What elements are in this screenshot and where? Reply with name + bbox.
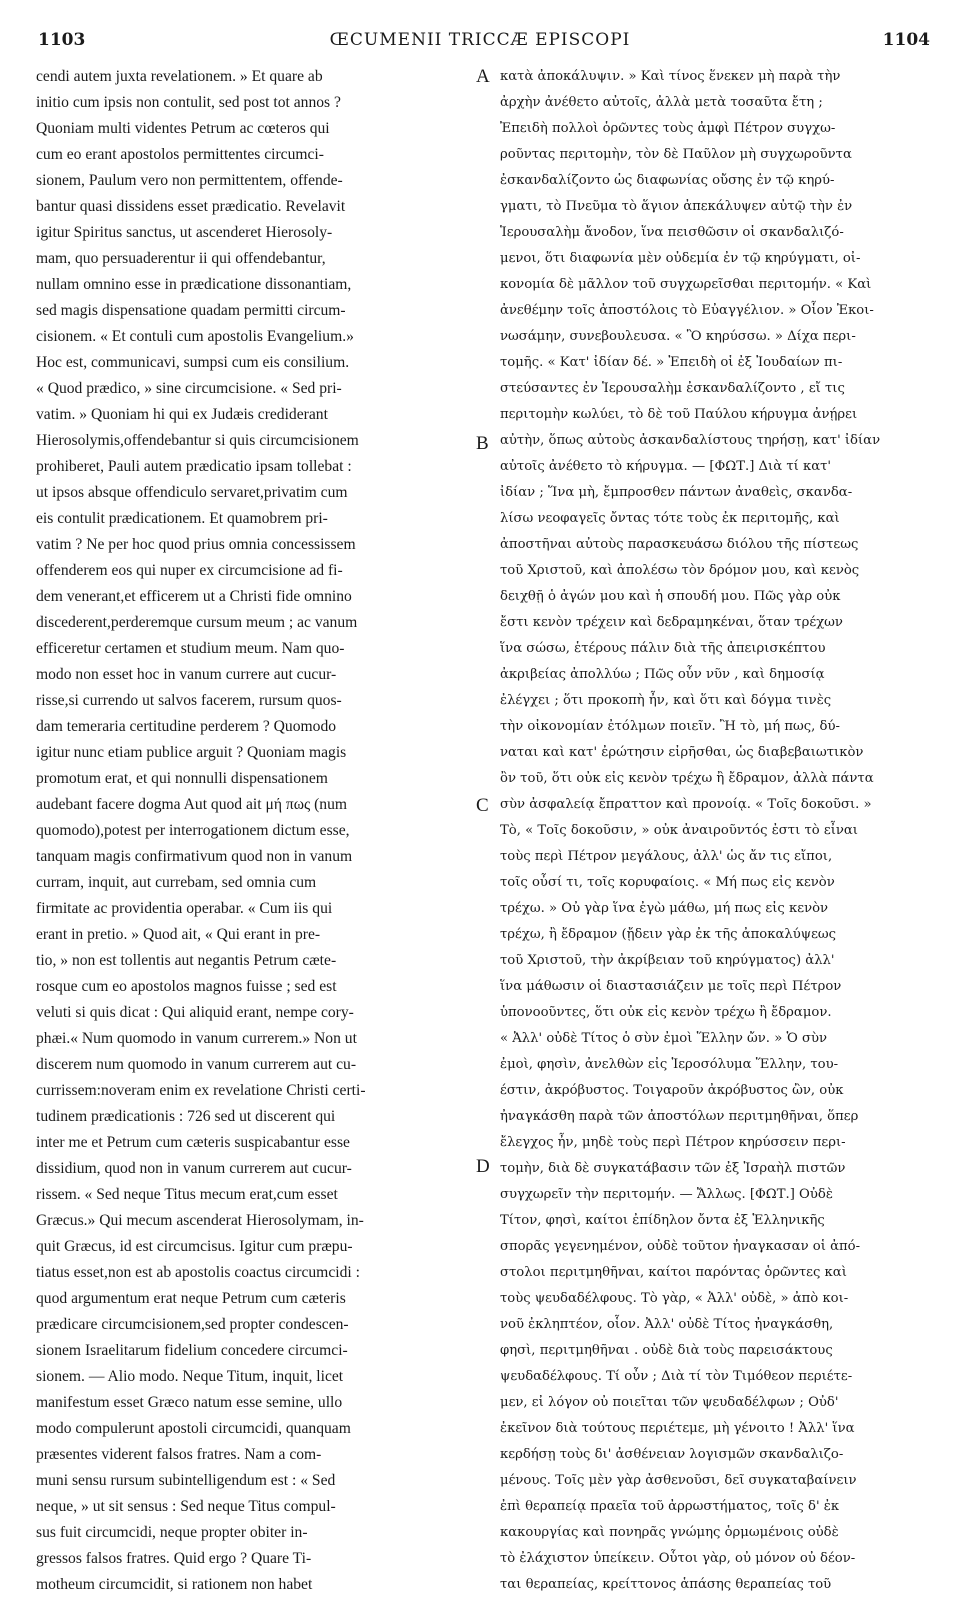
text-line: στεύσαντες ἐν Ἱερουσαλὴμ ἐσκανδαλίζοντο , εἴ τις: [500, 381, 845, 396]
text-line: Ἱερουσαλὴμ ἄνοδον, ἵνα πεισθῶσιν οἱ σκανδαλιζό-: [500, 225, 844, 240]
text-line: « Ἀλλ' οὐδὲ Τίτος ὁ σὺν ἐμοὶ Ἕλλην ὤν. » Ὁ σὺν: [500, 1031, 828, 1046]
margin-letter-c: C: [476, 795, 489, 816]
text-line: σπορᾶς γεγενημένον, οὐδὲ τοῦτον ἠναγκασαν οἱ ἀπό-: [500, 1239, 861, 1254]
text-line: φησὶ, περιτμηθῆναι . οὐδὲ διὰ τοὺς παρεισάκτους: [500, 1343, 833, 1358]
text-line: κατὰ ἀποκάλυψιν. » Καὶ τίνος ἕνεκεν μὴ παρὰ τὴν: [500, 69, 841, 84]
text-line: ἵνα μάθωσιν οἱ διαστασιάζειν με τοῖς περὶ Πέτρον: [500, 979, 842, 994]
text-line: gressos falsos fratres. Quid ergo ? Quare Ti-: [36, 1550, 312, 1567]
text-line: vatim ? Ne per hoc quod prius omnia concessissem: [36, 536, 356, 553]
text-line: currissem:noveram enim ex revelatione Christi certi-: [36, 1082, 366, 1099]
text-line: phæi.« Num quomodo in vanum currerem.» Non ut: [36, 1030, 357, 1047]
text-line: manifestum esset Græco natum esse semine, ullo: [36, 1394, 343, 1411]
text-line: τὸ ἐλάχιστον ὑπείκειν. Οὗτοι γὰρ, οὐ μόνον οὐ δέον-: [500, 1551, 856, 1566]
text-line: ὂν τοῦ, ὅτι οὐκ εἰς κενὸν τρέχω ἢ ἔδραμον, ἀλλὰ πάντα: [500, 771, 874, 786]
text-line: eis contulit prædicationem. Et quamobrem pri-: [36, 510, 328, 527]
text-line: ἐπὶ θεραπείᾳ πραεῖα τοῦ ἀρρωστήματος, τοῖς δ' ἐκ: [500, 1499, 840, 1514]
text-line: tiatus esset,non est ab apostolis coactus circumcidi :: [36, 1264, 360, 1281]
text-line: συγχωρεῖν τὴν περιτομήν. — Ἄλλως. [ΦΩΤ.] Οὐδὲ: [500, 1187, 833, 1202]
text-line: ἀκριβείας ἀπολλύω ; Πῶς οὖν νῦν , καὶ δημοσίᾳ: [500, 667, 825, 682]
text-line: sus fuit circumcidi, neque propter obiter in-: [36, 1524, 308, 1541]
text-line: sed magis dispensatione quadam permitti circum-: [36, 302, 346, 319]
text-line: igitur nunc etiam publice arguit ? Quoniam magis: [36, 744, 347, 761]
text-line: ἠναγκάσθη παρὰ τῶν ἀποστόλων περιτμηθῆναι, ὅπερ: [500, 1109, 859, 1124]
text-line: τὴν οἰκονομίαν ἐτόλμων ποιεῖν. Ἢ τὸ, μή πως, δύ-: [500, 719, 840, 734]
text-line: κερδήσῃ τοὺς δι' ἀσθένειαν λογισμῶν σκανδαλιζο-: [500, 1447, 844, 1462]
text-line: ροῦντας περιτομὴν, τὸν δὲ Παῦλον μὴ συγχωροῦντα: [500, 147, 852, 162]
text-line: Hoc est, communicavi, sumpsi cum eis consilium.: [36, 354, 350, 371]
text-line: tio, » non est tollentis aut negantis Petrum cæte-: [36, 952, 337, 969]
text-line: neque, » ut sit sensus : Sed neque Titus compul-: [36, 1498, 336, 1515]
text-line: initio cum ipsis non contulit, sed post tot annos ?: [36, 94, 341, 111]
text-line: Græcus.» Qui mecum ascenderat Hierosolymam, in-: [36, 1212, 364, 1229]
text-line: risse,si currendo ut salvos facerem, rursum quos-: [36, 692, 342, 709]
text-line: Τὸ, « Τοῖς δοκοῦσιν, » οὐκ ἀναιροῦντός ἐστι τὸ εἶναι: [500, 823, 858, 838]
text-line: sionem Israelitarum fidelium concedere circumci-: [36, 1342, 348, 1359]
text-line: discederent,perderemque cursum meum ; ac vanum: [36, 614, 358, 631]
text-line: quomodo),potest per interrogationem dictum esse,: [36, 822, 350, 839]
text-line: promotum erat, et qui nonnulli dispensationem: [36, 770, 328, 787]
text-line: τομῆς. « Κατ' ἰδίαν δέ. » Ἐπειδὴ οἱ ἐξ Ἰουδαίων πι-: [500, 355, 843, 370]
text-line: γματι, τὸ Πνεῦμα τὸ ἅγιον ἀπεκάλυψεν αὐτῷ τὴν ἐν: [500, 199, 853, 214]
text-line: modo non esset hoc in vanum currere aut cucur-: [36, 666, 337, 683]
text-line: τοῖς οὖσί τι, τοῖς κορυφαίοις. « Μή πως εἰς κενὸν: [500, 875, 835, 890]
text-line: στολοι περιτμηθῆναι, καίτοι παρόντας ὁρῶντες καὶ: [500, 1265, 847, 1280]
text-line: ἐκεῖνον διὰ τούτους περιέτεμε, μὴ γένοιτο ! Ἀλλ' ἵνα: [500, 1421, 855, 1436]
text-line: μεν, εἰ λόγον οὐ ποιεῖται τῶν ψευδαδέλφων ; Οὐδ': [500, 1395, 839, 1410]
text-line: motheum circumcidit, si rationem non habet: [36, 1576, 313, 1593]
text-line: ἀποστῆναι αὐτοὺς παρασκευάσω διόλου τῆς πίστεως: [500, 537, 859, 552]
text-line: αὐτοῖς ἀνέθετο τὸ κήρυγμα. — [ΦΩΤ.] Διὰ τί κατ': [500, 459, 832, 474]
text-line: quit Græcus, id est circumcisus. Igitur cum præpu-: [36, 1238, 353, 1255]
text-line: dam temeraria certitudine perderem ? Quomodo: [36, 718, 337, 735]
text-line: tanquam magis confirmativum quod non in vanum: [36, 848, 353, 865]
text-line: sionem. — Alio modo. Neque Titum, inquit, licet: [36, 1368, 344, 1385]
text-line: præsentes viderent falsos fratres. Nam a com-: [36, 1446, 322, 1463]
text-line: τοῦ Χριστοῦ, καὶ ἀπολέσω τὸν δρόμον μου, καὶ κενὸς: [500, 563, 860, 578]
text-line: Hierosolymis,offendebantur si quis circumcisionem: [36, 432, 359, 449]
text-line: sionem, Paulum vero non permittentem, offende-: [36, 172, 343, 189]
text-line: nullam omnino esse in prædicatione dissonantiam,: [36, 276, 352, 293]
text-line: ναται καὶ κατ' ἐρώτησιν εἰρῆσθαι, ὡς διαβεβαιωτικὸν: [500, 745, 864, 760]
text-line: modo compulerunt apostoli circumcidi, quanquam: [36, 1420, 351, 1437]
left-page-number: 1103: [38, 30, 86, 50]
text-line: σὺν ἀσφαλείᾳ ἔπραττον καὶ προνοίᾳ. « Τοῖς δοκοῦσι. »: [500, 797, 872, 812]
running-header: [30, 30, 930, 62]
text-line: μένους. Τοῖς μὲν γὰρ ἀσθενοῦσι, δεῖ συγκαταβαίνειν: [500, 1473, 857, 1488]
text-line: firmitate ac providentia operabar. « Cum iis qui: [36, 900, 333, 917]
text-line: bantur quasi dissidens esset prædicatio. Revelavit: [36, 198, 346, 215]
text-line: νωσάμην, συνεβουλευσα. « Ὃ κηρύσσω. » Δίχα περι-: [500, 329, 856, 344]
text-line: rissem. « Sed neque Titus mecum erat,cum esset: [36, 1186, 338, 1203]
text-line: ἵνα σώσω, ἑτέρους πάλιν διὰ τῆς ἀπειρισκέπτου: [500, 641, 826, 656]
text-line: τοὺς περὶ Πέτρον μεγάλους, ἀλλ' ὡς ἄν τις εἴποι,: [500, 849, 833, 864]
right-page-number: 1104: [882, 30, 930, 50]
text-line: τρέχω. » Οὐ γὰρ ἵνα ἐγὼ μάθω, μή πως εἰς κενὸν: [500, 901, 829, 916]
text-line: ὑπονοοῦντες, ὅτι οὐκ εἰς κενὸν τρέχω ἢ ἔδραμον.: [500, 1005, 832, 1020]
text-line: ἀνεθέμην τοῖς ἀποστόλοις τὸ Εὐαγγέλιον. » Οἷον Ἐκοι-: [500, 303, 874, 318]
text-line: τρέχω, ἢ ἔδραμον (ᾔδειν γὰρ ἐκ τῆς ἀποκαλύψεως: [500, 927, 837, 942]
text-line: quod argumentum erat neque Petrum cum cæteris: [36, 1290, 346, 1307]
text-line: ἰδίαν ; Ἵνα μὴ, ἔμπροσθεν πάντων ἀναθεὶς, σκανδα-: [500, 485, 853, 500]
text-line: muni sensu rursum subintelligendum est : « Sed: [36, 1472, 336, 1489]
text-line: ται θεραπείας, κρείττονος ἁπάσης θεραπείας τοῦ: [500, 1577, 832, 1592]
text-line: περιτομὴν κωλύει, τὸ δὲ τοῦ Παύλου κήρυγμα ἀνῄρει: [500, 407, 858, 422]
text-line: Τίτον, φησὶ, καίτοι ἐπίδηλον ὄντα ἐξ Ἑλληνικῆς: [500, 1213, 825, 1228]
text-line: efficeretur certamen et studium meum. Nam quo-: [36, 640, 345, 657]
text-line: dem venerant,et efficerem ut a Christi fide omnino: [36, 588, 352, 605]
text-line: cum eo erant apostolos permittentes circumci-: [36, 146, 324, 163]
text-line: τοῦ Χριστοῦ, τὴν ἀκρίβειαν τοῦ κηρύγματος) ἀλλ': [500, 953, 835, 968]
text-line: έστιν, ἀκρόβυστος. Τοιγαροῦν ἀκρόβυστος ὢν, οὐκ: [500, 1083, 844, 1098]
text-line: λίσω νεοφαγεῖς ὄντας τότε τοὺς ἐκ περιτομῆς, καὶ: [500, 511, 840, 526]
text-line: ἐλέγχει ; ὅτι προκοπὴ ἦν, καὶ ὅτι καὶ δόγμα τινὲς: [500, 693, 832, 708]
text-line: ἀρχὴν ἀνέθετο αὐτοῖς, ἀλλὰ μετὰ τοσαῦτα ἔτη ;: [500, 95, 823, 110]
text-line: δειχθῇ ὁ ἀγών μου καὶ ἡ σπουδή μου. Πῶς γὰρ οὐκ: [500, 589, 841, 604]
text-line: cendi autem juxta revelationem. » Et quare ab: [36, 68, 323, 85]
text-line: audebant facere dogma Aut quod ait μή πως (num: [36, 796, 348, 813]
greek-column: [500, 64, 924, 1598]
margin-letter-b: B: [476, 433, 489, 454]
text-line: cisionem. « Et contuli cum apostolis Evangelium.»: [36, 328, 354, 345]
margin-letter-a: A: [476, 66, 490, 87]
text-line: discerem num quomodo in vanum currerem aut cu-: [36, 1056, 357, 1073]
text-line: ἔστι κενὸν τρέχειν καὶ δεδραμηκέναι, ὅταν τρέχων: [500, 615, 843, 630]
text-line: νοῦ ἐκληπτέον, οἷον. Ἀλλ' οὐδὲ Τίτος ἠναγκάσθη,: [500, 1317, 834, 1332]
text-line: veluti si quis dicat : Qui aliquid erant, nempe cory-: [36, 1004, 354, 1021]
margin-letter-d: D: [476, 1156, 490, 1177]
text-line: offenderem eos qui nuper ex circumcisione ad fi-: [36, 562, 343, 579]
text-line: τομὴν, διὰ δὲ συγκατάβασιν τῶν ἐξ Ἰσραὴλ πιστῶν: [500, 1161, 846, 1176]
text-line: inter me et Petrum cum cæteris suspicabantur esse: [36, 1134, 350, 1151]
text-line: vatim. » Quoniam hi qui ex Judæis crediderant: [36, 406, 328, 423]
text-line: τοὺς ψευδαδέλφους. Τὸ γὰρ, « Ἀλλ' οὐδὲ, » ἀπὸ κοι-: [500, 1291, 849, 1306]
text-line: μενοι, ὅτι διαφωνία μὲν οὐδεμία ἐν τῷ κηρύγματι, οἰ-: [500, 251, 861, 266]
text-line: igitur Spiritus sanctus, ut ascenderet Hierosoly-: [36, 224, 333, 241]
text-line: κονομία δὲ μᾶλλον τοῦ συγχωρεῖσθαι περιτομήν. « Καὶ: [500, 277, 872, 292]
text-line: « Quod prædico, » sine circumcisione. « Sed pri-: [36, 380, 342, 397]
text-line: Ἐπειδὴ πολλοὶ ὁρῶντες τοὺς ἀμφὶ Πέτρον συγχω-: [500, 121, 836, 136]
text-line: ἐμοὶ, φησὶν, ἀνελθὼν εἰς Ἱεροσόλυμα Ἕλλην, του-: [500, 1057, 839, 1072]
text-line: tudinem prædicationis : 726 sed ut discerent qui: [36, 1108, 336, 1125]
text-line: ut ipsos absque offendiculo servaret,privatim cum: [36, 484, 348, 501]
text-line: dissidium, quod non in vanum currerem aut cucur-: [36, 1160, 352, 1177]
text-line: erant in pretio. » Quod ait, « Qui erant in pre-: [36, 926, 321, 943]
text-line: ἐσκανδαλίζοντο ὡς διαφωνίας οὔσης ἐν τῷ κηρύ-: [500, 173, 835, 188]
text-line: mam, quo persuaderentur ii qui offendebantur,: [36, 250, 326, 267]
text-line: rosque cum eo apostolos magnos fuisse ; sed est: [36, 978, 337, 995]
text-line: prohiberet, Pauli autem prædicatio ipsam tollebat :: [36, 458, 352, 475]
running-title: ŒCUMENII TRICCÆ EPISCOPI: [329, 30, 631, 50]
text-line: ἔλεγχος ἦν, μηδὲ τοὺς περὶ Πέτρον κηρύσσειν περι-: [500, 1135, 846, 1150]
text-line: prædicare circumcisionem,sed propter condescen-: [36, 1316, 349, 1333]
text-line: ψευδαδέλφους. Τί οὖν ; Διὰ τί τὸν Τιμόθεον περιέτε-: [500, 1369, 853, 1384]
text-line: κακουργίας καὶ πονηρᾶς γνώμης ὁρμωμένοις οὐδὲ: [500, 1525, 839, 1540]
text-line: curram, inquit, aut currebam, sed omnia cum: [36, 874, 317, 891]
text-line: Quoniam multi videntes Petrum ac cœteros qui: [36, 120, 330, 137]
text-line: αὐτὴν, ὅπως αὐτοὺς ἀσκανδαλίστους τηρήσῃ, κατ' ἰδίαν: [500, 433, 881, 448]
latin-column: [36, 64, 466, 1598]
